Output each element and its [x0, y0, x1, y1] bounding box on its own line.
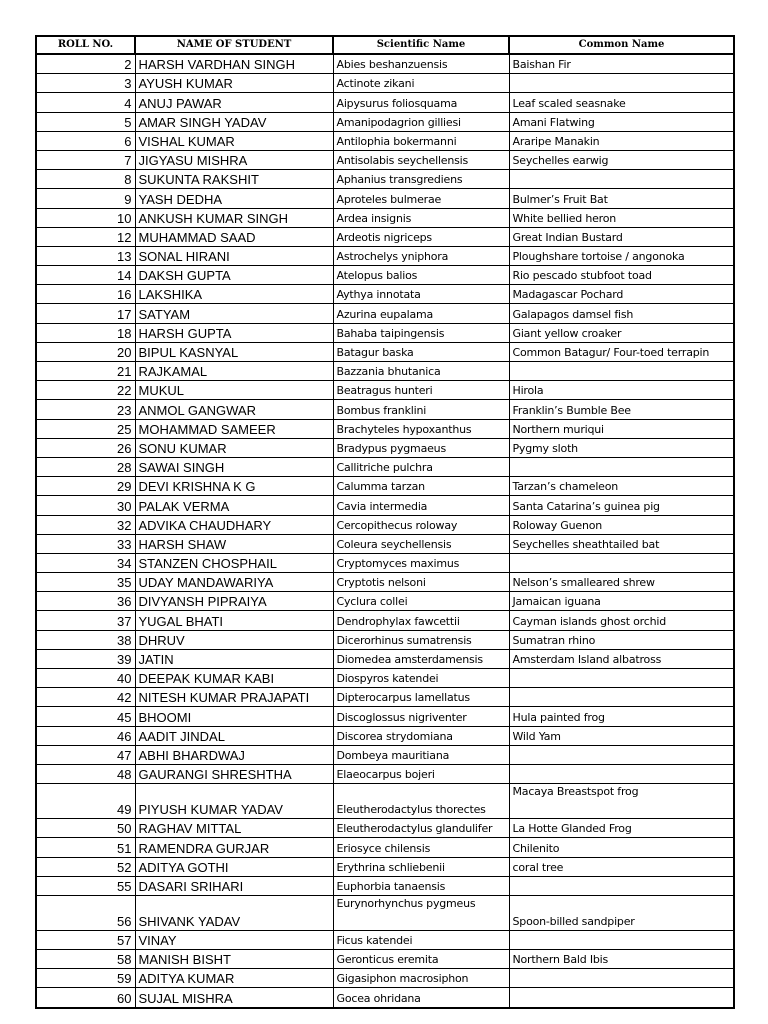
roll-no-cell: 21 — [36, 362, 135, 381]
scientific-name-cell: Elaeocarpus bojeri — [333, 764, 509, 783]
scientific-name-cell: Cyclura collei — [333, 592, 509, 611]
roll-no-cell: 39 — [36, 649, 135, 668]
table-row — [36, 170, 734, 189]
scientific-name-cell: Ficus katendei — [333, 930, 509, 949]
scientific-name-cell: Eriosyce chilensis — [333, 838, 509, 857]
student-name-cell: SONAL HIRANI — [135, 246, 333, 265]
table-row — [36, 857, 734, 876]
common-name-cell: Nelson’s smalleared shrew — [509, 573, 734, 592]
roll-no-cell: 48 — [36, 764, 135, 783]
common-name-cell — [509, 669, 734, 688]
student-name-cell: YUGAL BHATI — [135, 611, 333, 630]
student-name-cell: BIPUL KASNYAL — [135, 342, 333, 361]
header-roll-no: ROLL NO. — [36, 36, 135, 54]
table-row — [36, 534, 734, 553]
table-row — [36, 930, 734, 949]
table-row — [36, 227, 734, 246]
roll-no-cell: 59 — [36, 969, 135, 988]
common-name-cell — [509, 362, 734, 381]
scientific-name-cell: Cryptomyces maximus — [333, 553, 509, 572]
table-row — [36, 266, 734, 285]
table-row — [36, 496, 734, 515]
student-name-cell: JATIN — [135, 649, 333, 668]
table-row — [36, 688, 734, 707]
student-name-cell: STANZEN CHOSPHAIL — [135, 553, 333, 572]
student-name-cell: ANKUSH KUMAR SINGH — [135, 208, 333, 227]
common-name-cell: Northern Bald Ibis — [509, 950, 734, 969]
common-name-cell: Leaf scaled seasnake — [509, 93, 734, 112]
roll-no-cell: 38 — [36, 630, 135, 649]
table-body — [36, 54, 734, 1008]
table-row — [36, 611, 734, 630]
common-name-cell: Seychelles earwig — [509, 150, 734, 169]
scientific-name-cell: Coleura seychellensis — [333, 534, 509, 553]
table-row — [36, 93, 734, 112]
table-row — [36, 246, 734, 265]
common-name-cell — [509, 969, 734, 988]
table-row — [36, 764, 734, 783]
header-common-name: Common Name — [509, 36, 734, 54]
student-name-cell: SONU KUMAR — [135, 438, 333, 457]
table-row — [36, 381, 734, 400]
table-row — [36, 304, 734, 323]
table-row — [36, 553, 734, 572]
roll-no-cell: 20 — [36, 342, 135, 361]
student-name-cell: ADITYA KUMAR — [135, 969, 333, 988]
common-name-cell: Chilenito — [509, 838, 734, 857]
roll-no-cell: 6 — [36, 131, 135, 150]
common-name-cell — [509, 553, 734, 572]
common-name-cell — [509, 764, 734, 783]
scientific-name-cell: Calumma tarzan — [333, 477, 509, 496]
scientific-name-cell: Dipterocarpus lamellatus — [333, 688, 509, 707]
scientific-name-cell: Gigasiphon macrosiphon — [333, 969, 509, 988]
student-name-cell: PALAK VERMA — [135, 496, 333, 515]
student-name-cell: DAKSH GUPTA — [135, 266, 333, 285]
common-name-cell: Tarzan’s chameleon — [509, 477, 734, 496]
roll-no-cell: 34 — [36, 553, 135, 572]
table-row — [36, 74, 734, 93]
common-name-cell: Wild Yam — [509, 726, 734, 745]
scientific-name-cell: Eurynorhynchus pygmeus — [333, 895, 509, 930]
common-name-cell: Giant yellow croaker — [509, 323, 734, 342]
roll-no-cell: 7 — [36, 150, 135, 169]
scientific-name-cell: Cavia intermedia — [333, 496, 509, 515]
table-row — [36, 323, 734, 342]
student-name-cell: AADIT JINDAL — [135, 726, 333, 745]
common-name-cell: Araripe Manakin — [509, 131, 734, 150]
table-row — [36, 419, 734, 438]
scientific-name-cell: Aythya innotata — [333, 285, 509, 304]
roll-no-cell: 32 — [36, 515, 135, 534]
common-name-cell: coral tree — [509, 857, 734, 876]
common-name-cell — [509, 170, 734, 189]
roll-no-cell: 4 — [36, 93, 135, 112]
scientific-name-cell: Antisolabis seychellensis — [333, 150, 509, 169]
student-name-cell: SAWAI SINGH — [135, 457, 333, 476]
roll-no-cell: 16 — [36, 285, 135, 304]
scientific-name-cell: Diomedea amsterdamensis — [333, 649, 509, 668]
student-name-cell: UDAY MANDAWARIYA — [135, 573, 333, 592]
roll-no-cell: 12 — [36, 227, 135, 246]
table-row — [36, 876, 734, 895]
scientific-name-cell: Ardea insignis — [333, 208, 509, 227]
table-row — [36, 573, 734, 592]
common-name-cell: Bulmer’s Fruit Bat — [509, 189, 734, 208]
student-name-cell: DEEPAK KUMAR KABI — [135, 669, 333, 688]
common-name-cell: White bellied heron — [509, 208, 734, 227]
common-name-cell: Roloway Guenon — [509, 515, 734, 534]
student-name-cell: LAKSHIKA — [135, 285, 333, 304]
scientific-name-cell: Discoglossus nigriventer — [333, 707, 509, 726]
student-name-cell: AYUSH KUMAR — [135, 74, 333, 93]
common-name-cell: Macaya Breastspot frog — [509, 784, 734, 819]
header-scientific-name: Scientific Name — [333, 36, 509, 54]
roll-no-cell: 57 — [36, 930, 135, 949]
common-name-cell: Amsterdam Island albatross — [509, 649, 734, 668]
table-row — [36, 745, 734, 764]
scientific-name-cell: Geronticus eremita — [333, 950, 509, 969]
student-name-cell: ADITYA GOTHI — [135, 857, 333, 876]
student-name-cell: PIYUSH KUMAR YADAV — [135, 784, 333, 819]
table-row — [36, 400, 734, 419]
student-name-cell: RAGHAV MITTAL — [135, 819, 333, 838]
roll-no-cell: 5 — [36, 112, 135, 131]
student-name-cell: RAMENDRA GURJAR — [135, 838, 333, 857]
table-row — [36, 189, 734, 208]
common-name-cell: Seychelles sheathtailed bat — [509, 534, 734, 553]
scientific-name-cell: Cryptotis nelsoni — [333, 573, 509, 592]
student-name-cell: HARSH SHAW — [135, 534, 333, 553]
roll-no-cell: 22 — [36, 381, 135, 400]
student-name-cell: SATYAM — [135, 304, 333, 323]
common-name-cell — [509, 988, 734, 1008]
roll-no-cell: 18 — [36, 323, 135, 342]
roll-no-cell: 50 — [36, 819, 135, 838]
scientific-name-cell: Atelopus balios — [333, 266, 509, 285]
table-row — [36, 969, 734, 988]
common-name-cell — [509, 876, 734, 895]
student-name-cell: SUKUNTA RAKSHIT — [135, 170, 333, 189]
table-row — [36, 112, 734, 131]
common-name-cell: Jamaican iguana — [509, 592, 734, 611]
student-name-cell: HARSH VARDHAN SINGH — [135, 54, 333, 74]
scientific-name-cell: Dendrophylax fawcettii — [333, 611, 509, 630]
roll-no-cell: 13 — [36, 246, 135, 265]
student-name-cell: HARSH GUPTA — [135, 323, 333, 342]
table-row — [36, 208, 734, 227]
table-header-row — [36, 36, 734, 54]
student-name-cell: DEVI KRISHNA K G — [135, 477, 333, 496]
table-row — [36, 362, 734, 381]
common-name-cell: Baishan Fir — [509, 54, 734, 74]
roll-no-cell: 51 — [36, 838, 135, 857]
table-row — [36, 838, 734, 857]
common-name-cell — [509, 688, 734, 707]
scientific-name-cell: Gocea ohridana — [333, 988, 509, 1008]
table-row — [36, 457, 734, 476]
roll-no-cell: 10 — [36, 208, 135, 227]
common-name-cell: Great Indian Bustard — [509, 227, 734, 246]
scientific-name-cell: Erythrina schliebenii — [333, 857, 509, 876]
student-name-cell: SUJAL MISHRA — [135, 988, 333, 1008]
scientific-name-cell: Bahaba taipingensis — [333, 323, 509, 342]
roll-no-cell: 49 — [36, 784, 135, 819]
table-row — [36, 342, 734, 361]
scientific-name-cell: Cercopithecus roloway — [333, 515, 509, 534]
table-row — [36, 592, 734, 611]
table-row — [36, 630, 734, 649]
common-name-cell: Madagascar Pochard — [509, 285, 734, 304]
student-name-cell: VINAY — [135, 930, 333, 949]
common-name-cell: La Hotte Glanded Frog — [509, 819, 734, 838]
student-name-cell: AMAR SINGH YADAV — [135, 112, 333, 131]
common-name-cell: Cayman islands ghost orchid — [509, 611, 734, 630]
roll-no-cell: 46 — [36, 726, 135, 745]
roll-no-cell: 14 — [36, 266, 135, 285]
common-name-cell: Hula painted frog — [509, 707, 734, 726]
roll-no-cell: 2 — [36, 54, 135, 74]
scientific-name-cell: Eleutherodactylus thorectes — [333, 784, 509, 819]
common-name-cell — [509, 745, 734, 764]
roll-no-cell: 36 — [36, 592, 135, 611]
roll-no-cell: 17 — [36, 304, 135, 323]
student-name-cell: SHIVANK YADAV — [135, 895, 333, 930]
roll-no-cell: 37 — [36, 611, 135, 630]
common-name-cell: Spoon-billed sandpiper — [509, 895, 734, 930]
scientific-name-cell: Aipysurus foliosquama — [333, 93, 509, 112]
scientific-name-cell: Bradypus pygmaeus — [333, 438, 509, 457]
common-name-cell: Northern muriqui — [509, 419, 734, 438]
common-name-cell: Hirola — [509, 381, 734, 400]
roll-no-cell: 55 — [36, 876, 135, 895]
common-name-cell: Pygmy sloth — [509, 438, 734, 457]
scientific-name-cell: Discorea strydomiana — [333, 726, 509, 745]
student-name-cell: VISHAL KUMAR — [135, 131, 333, 150]
roll-no-cell: 26 — [36, 438, 135, 457]
roll-no-cell: 60 — [36, 988, 135, 1008]
student-name-cell: MANISH BISHT — [135, 950, 333, 969]
scientific-name-cell: Ardeotis nigriceps — [333, 227, 509, 246]
student-name-cell: DIVYANSH PIPRAIYA — [135, 592, 333, 611]
scientific-name-cell: Azurina eupalama — [333, 304, 509, 323]
header-student-name: NAME OF STUDENT — [135, 36, 333, 54]
roll-no-cell: 8 — [36, 170, 135, 189]
table-row — [36, 150, 734, 169]
roll-no-cell: 52 — [36, 857, 135, 876]
scientific-name-cell: Callitriche pulchra — [333, 457, 509, 476]
student-name-cell: MOHAMMAD SAMEER — [135, 419, 333, 438]
table-row — [36, 669, 734, 688]
common-name-cell — [509, 457, 734, 476]
student-name-cell: RAJKAMAL — [135, 362, 333, 381]
student-name-cell: JIGYASU MISHRA — [135, 150, 333, 169]
common-name-cell: Common Batagur/ Four-toed terrapin — [509, 342, 734, 361]
student-name-cell: BHOOMI — [135, 707, 333, 726]
table-row — [36, 649, 734, 668]
scientific-name-cell: Abies beshanzuensis — [333, 54, 509, 74]
common-name-cell: Amani Flatwing — [509, 112, 734, 131]
scientific-name-cell: Brachyteles hypoxanthus — [333, 419, 509, 438]
scientific-name-cell: Astrochelys yniphora — [333, 246, 509, 265]
roll-no-cell: 56 — [36, 895, 135, 930]
student-name-cell: MUHAMMAD SAAD — [135, 227, 333, 246]
student-name-cell: ADVIKA CHAUDHARY — [135, 515, 333, 534]
roll-no-cell: 30 — [36, 496, 135, 515]
roll-no-cell: 45 — [36, 707, 135, 726]
student-name-cell: ABHI BHARDWAJ — [135, 745, 333, 764]
table-row — [36, 819, 734, 838]
scientific-name-cell: Diospyros katendei — [333, 669, 509, 688]
common-name-cell — [509, 930, 734, 949]
scientific-name-cell: Batagur baska — [333, 342, 509, 361]
table-row — [36, 726, 734, 745]
roll-no-cell: 23 — [36, 400, 135, 419]
common-name-cell — [509, 74, 734, 93]
common-name-cell: Sumatran rhino — [509, 630, 734, 649]
roll-no-cell: 28 — [36, 457, 135, 476]
scientific-name-cell: Bazzania bhutanica — [333, 362, 509, 381]
table-row — [36, 707, 734, 726]
table-row — [36, 515, 734, 534]
scientific-name-cell: Amanipodagrion gilliesi — [333, 112, 509, 131]
student-name-cell: NITESH KUMAR PRAJAPATI — [135, 688, 333, 707]
roll-no-cell: 40 — [36, 669, 135, 688]
roll-no-cell: 29 — [36, 477, 135, 496]
scientific-name-cell: Actinote zikani — [333, 74, 509, 93]
scientific-name-cell: Dombeya mauritiana — [333, 745, 509, 764]
roll-no-cell: 35 — [36, 573, 135, 592]
common-name-cell: Galapagos damsel fish — [509, 304, 734, 323]
table-row — [36, 438, 734, 457]
scientific-name-cell: Bombus franklini — [333, 400, 509, 419]
table-row — [36, 988, 734, 1008]
scientific-name-cell: Euphorbia tanaensis — [333, 876, 509, 895]
table-row — [36, 950, 734, 969]
table-row — [36, 54, 734, 74]
roll-no-cell: 33 — [36, 534, 135, 553]
roll-no-cell: 3 — [36, 74, 135, 93]
roll-no-cell: 47 — [36, 745, 135, 764]
student-name-cell: MUKUL — [135, 381, 333, 400]
student-name-cell: GAURANGI SHRESHTHA — [135, 764, 333, 783]
table-row — [36, 477, 734, 496]
scientific-name-cell: Aproteles bulmerae — [333, 189, 509, 208]
scientific-name-cell: Beatragus hunteri — [333, 381, 509, 400]
scientific-name-cell: Eleutherodactylus glandulifer — [333, 819, 509, 838]
roll-no-cell: 42 — [36, 688, 135, 707]
common-name-cell: Franklin’s Bumble Bee — [509, 400, 734, 419]
student-name-cell: DASARI SRIHARI — [135, 876, 333, 895]
roll-no-cell: 9 — [36, 189, 135, 208]
common-name-cell: Ploughshare tortoise / angonoka — [509, 246, 734, 265]
scientific-name-cell: Dicerorhinus sumatrensis — [333, 630, 509, 649]
roll-no-cell: 25 — [36, 419, 135, 438]
student-name-cell: ANMOL GANGWAR — [135, 400, 333, 419]
scientific-name-cell: Aphanius transgrediens — [333, 170, 509, 189]
table-row — [36, 784, 734, 819]
table-row — [36, 895, 734, 930]
student-species-table — [35, 35, 735, 1009]
scientific-name-cell: Antilophia bokermanni — [333, 131, 509, 150]
student-name-cell: YASH DEDHA — [135, 189, 333, 208]
common-name-cell: Santa Catarina’s guinea pig — [509, 496, 734, 515]
table-row — [36, 285, 734, 304]
student-name-cell: DHRUV — [135, 630, 333, 649]
roll-no-cell: 58 — [36, 950, 135, 969]
student-name-cell: ANUJ PAWAR — [135, 93, 333, 112]
common-name-cell: Rio pescado stubfoot toad — [509, 266, 734, 285]
table-row — [36, 131, 734, 150]
